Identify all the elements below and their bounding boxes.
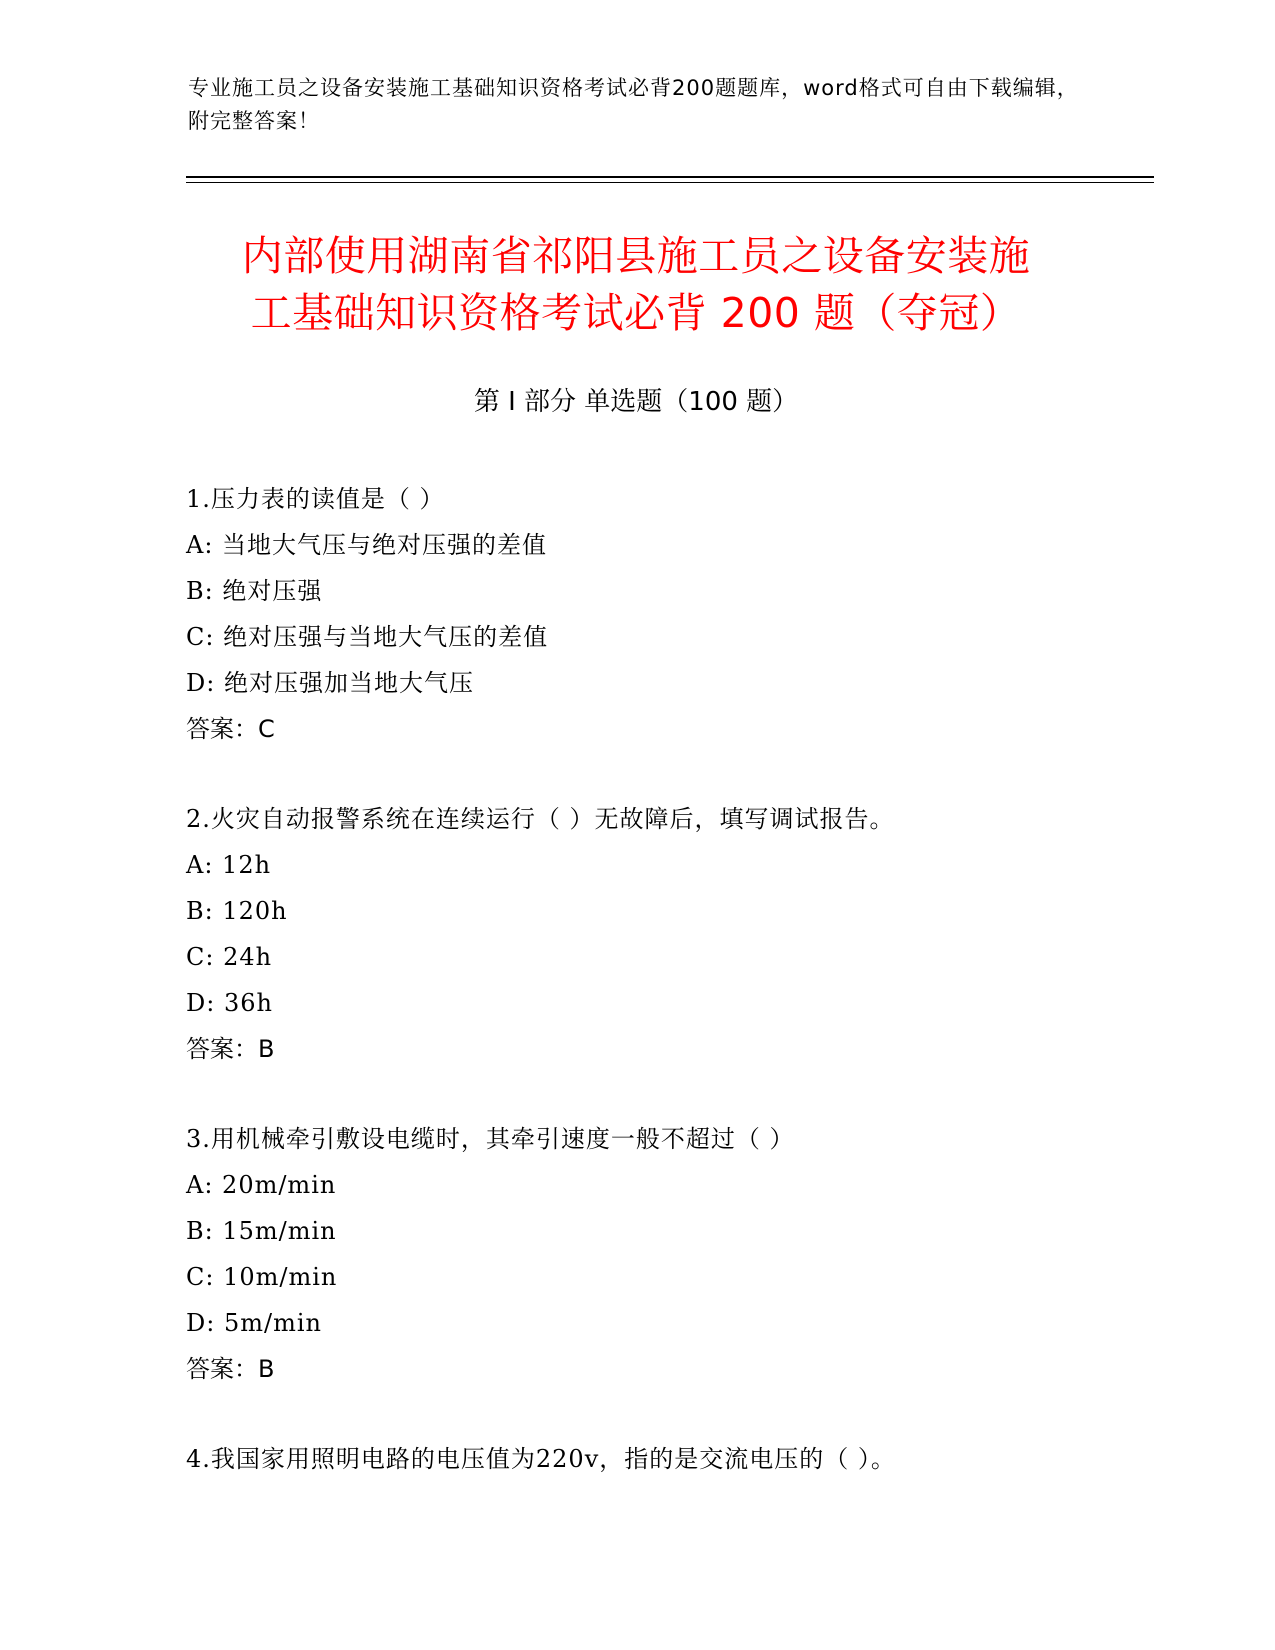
question-list (186, 476, 1146, 1526)
header-divider (186, 176, 1154, 178)
option-a: A: 当地大气压与绝对压强的差值 (186, 531, 548, 559)
answer: 答案：B (186, 1355, 275, 1383)
question-1 (186, 476, 1146, 752)
question-4 (186, 1436, 1146, 1482)
option-b: B: 120h (186, 897, 288, 925)
option-d: D: 36h (186, 989, 273, 1017)
answer: 答案：B (186, 1035, 275, 1063)
option-c: C: 绝对压强与当地大气压的差值 (186, 623, 549, 651)
answer: 答案：C (186, 715, 275, 743)
option-c: C: 10m/min (186, 1263, 338, 1291)
header-note: 专业施工员之设备安装施工基础知识资格考试必背200题题库，word格式可自由下载编辑，附完整答案！ (188, 76, 1079, 133)
header-divider-thin (186, 182, 1154, 183)
question-stem: 1.压力表的读值是（ ） (186, 485, 445, 513)
option-c: C: 24h (186, 943, 273, 971)
document-title (186, 228, 1086, 342)
section-title: 第 I 部分 单选题（100 题） (473, 387, 799, 417)
document-title-line-2: 工基础知识资格考试必背 200 题（夺冠） (250, 289, 1022, 337)
document-title-line-1: 内部使用湖南省祁阳县施工员之设备安装施 (241, 232, 1031, 280)
option-a: A: 12h (186, 851, 272, 879)
question-stem: 4.我国家用照明电路的电压值为220v，指的是交流电压的（ ）。 (186, 1445, 896, 1473)
option-d: D: 5m/min (186, 1309, 322, 1337)
option-b: B: 绝对压强 (186, 577, 323, 605)
question-2 (186, 796, 1146, 1072)
option-a: A: 20m/min (186, 1171, 337, 1199)
option-b: B: 15m/min (186, 1217, 337, 1245)
question-stem: 3.用机械牵引敷设电缆时，其牵引速度一般不超过（ ） (186, 1125, 795, 1153)
question-3 (186, 1116, 1146, 1392)
option-d: D: 绝对压强加当地大气压 (186, 669, 474, 697)
question-stem: 2.火灾自动报警系统在连续运行（ ）无故障后，填写调试报告。 (186, 805, 895, 833)
